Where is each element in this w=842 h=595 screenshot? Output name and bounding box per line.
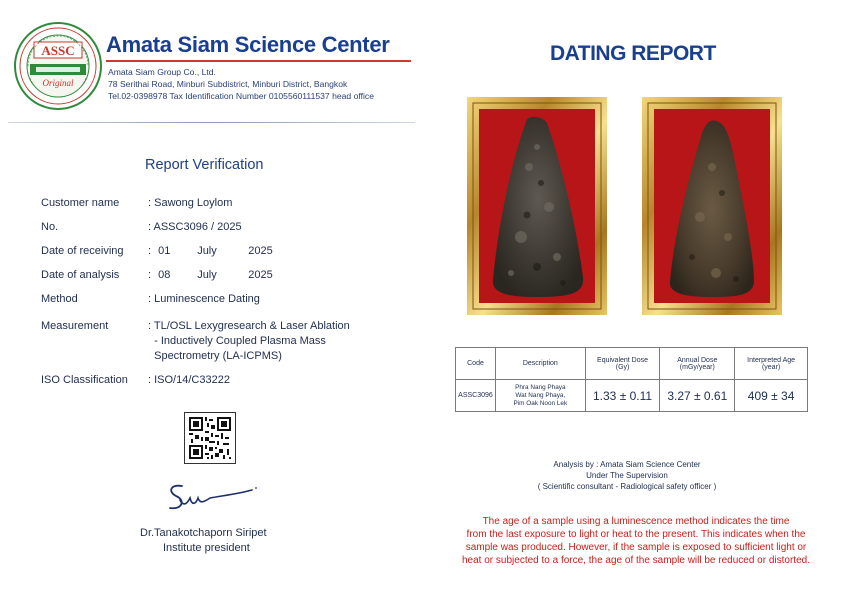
date-analysis-month: July — [197, 269, 217, 281]
cell-description — [495, 380, 585, 412]
note-line-2: from the last exposure to light or heat to the present. This indicates when the — [466, 529, 806, 540]
iso-value: : ISO/14/C33222 — [148, 374, 230, 386]
measurement-line-2: - Inductively Coupled Plasma Mass — [148, 335, 326, 347]
date-analysis-colon: : — [148, 269, 152, 281]
date-receiving-value — [148, 245, 273, 257]
note-line-4: heat or subjected to a force, the age of the sample will be reduced or distorted. — [462, 555, 810, 566]
col-interpreted-age-unit: (year) — [761, 363, 781, 371]
date-receiving-colon: : — [148, 245, 152, 257]
note-line-1: The age of a sample using a luminescence method indicates the time — [482, 516, 790, 527]
analysis-consultant: ( Scientific consultant - Radiological safety officer ) — [537, 482, 717, 491]
signature-scribble — [160, 478, 260, 518]
report-no-value: : ASSC3096 / 2025 — [148, 221, 242, 233]
date-analysis-label: Date of analysis — [41, 269, 120, 281]
col-equivalent-dose — [585, 348, 660, 380]
description-line-3: Pim Oak Noon Lek — [513, 399, 568, 407]
col-code: Code — [456, 348, 496, 380]
col-annual-dose-unit: (mGy/year) — [679, 363, 715, 371]
measurement-label: Measurement — [41, 320, 109, 332]
dating-results-table — [455, 347, 808, 412]
note-line-3: sample was produced. However, if the sample is exposed to sufficient light or — [465, 542, 807, 553]
method-label: Method — [41, 293, 78, 305]
date-receiving-label: Date of receiving — [41, 245, 124, 257]
verification-heading: Report Verification — [145, 157, 264, 173]
header-divider — [8, 122, 415, 123]
cell-code: ASSC3096 — [456, 380, 496, 412]
date-analysis-value — [148, 269, 273, 281]
cell-interpreted-age: 409 ± 34 — [735, 380, 808, 412]
signer-name: Dr.Tanakotchaporn Siripet — [140, 527, 267, 539]
analysis-supervision: Under The Supervision — [586, 471, 668, 480]
company-name: Amata Siam Group Co., Ltd. — [108, 67, 216, 77]
svg-text:ASSC: ASSC — [41, 43, 75, 58]
date-analysis-day: 08 — [158, 269, 171, 281]
col-annual-dose — [660, 348, 735, 380]
company-address: 78 Serithai Road, Minburi Subdistrict, Minburi District, Bangkok — [108, 79, 348, 89]
svg-text:Original: Original — [42, 78, 74, 88]
date-receiving-year: 2025 — [248, 245, 273, 257]
measurement-line-1: : TL/OSL Lexygresearch & Laser Ablation — [148, 320, 350, 332]
report-no-label: No. — [41, 221, 59, 233]
date-receiving-month: July — [197, 245, 217, 257]
col-interpreted-age-title: Interpreted Age — [747, 356, 796, 364]
col-description: Description — [495, 348, 585, 380]
signer-title: Institute president — [163, 542, 250, 554]
header-rule — [106, 60, 411, 62]
description-line-1: Phra Nang Phaya — [515, 383, 566, 391]
date-receiving-day: 01 — [158, 245, 171, 257]
col-interpreted-age — [735, 348, 808, 380]
description-line-2: Wat Nang Phaya, — [515, 391, 566, 399]
customer-name-value: : Sawong Loylom — [148, 197, 233, 209]
amulet-back-photo — [642, 97, 782, 315]
amulet-front-photo — [467, 97, 607, 315]
report-title: DATING REPORT — [550, 42, 716, 65]
table-row — [456, 380, 808, 412]
assc-logo — [14, 22, 102, 110]
cell-equivalent-dose: 1.33 ± 0.11 — [585, 380, 660, 412]
company-contact: Tel.02-0398978 Tax Identification Number 0105560111537 head office — [108, 91, 374, 101]
method-value: : Luminescence Dating — [148, 293, 260, 305]
col-equivalent-dose-title: Equivalent Dose — [597, 356, 649, 364]
table-header-row — [456, 348, 808, 380]
col-equivalent-dose-unit: (Gy) — [615, 363, 630, 371]
customer-name-label: Customer name — [41, 197, 120, 209]
date-analysis-year: 2025 — [248, 269, 273, 281]
qr-code[interactable] — [184, 412, 236, 464]
org-name: Amata Siam Science Center — [106, 32, 390, 57]
cell-annual-dose: 3.27 ± 0.61 — [660, 380, 735, 412]
analysis-by: Analysis by : Amata Siam Science Center — [553, 460, 701, 469]
col-annual-dose-title: Annual Dose — [677, 356, 718, 364]
measurement-line-3: Spectrometry (LA-ICPMS) — [148, 350, 282, 362]
iso-label: ISO Classification — [41, 374, 128, 386]
